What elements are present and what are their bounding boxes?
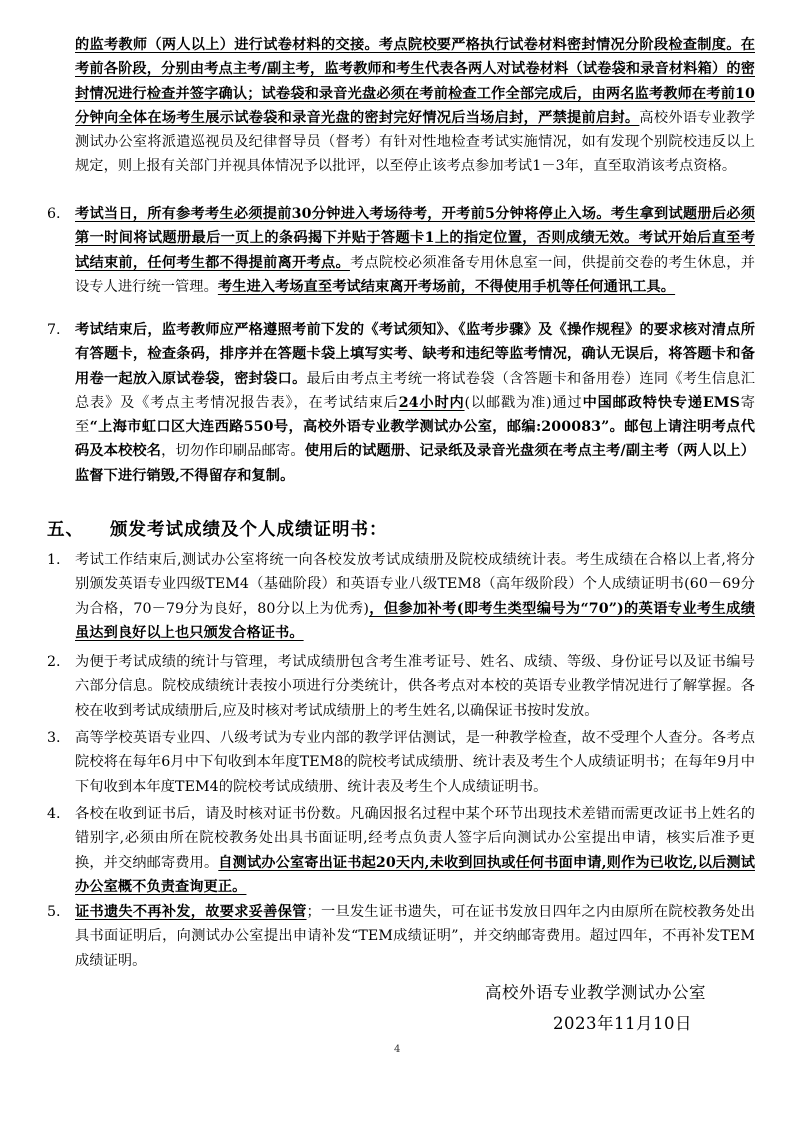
list-item-number: 6. bbox=[47, 206, 61, 222]
paragraph-text: 高校外语专业教学测试办公室将派遣巡视员及纪律督导员（督考）有针对性地检查考试实施情况，如有发现个别院校违反以上规定，则上报有关部门并视具体情况予以批评，以至停止该考点参加考试1－3年，直至取消该考点资格。 bbox=[75, 109, 755, 175]
bold-text: ，但参加补考(即考生类型编号为“70”)的英语专业考生成绩虽达到良好以上也只颁发合格证书。 bbox=[75, 600, 755, 641]
list-item-number: 1. bbox=[47, 552, 61, 568]
section-title: 颁发考试成绩及个人成绩证明书： bbox=[110, 520, 388, 540]
list-item-number: 2. bbox=[47, 654, 61, 670]
signature-date: 2023年11月10日 bbox=[553, 1014, 692, 1033]
bold-text: 使用后的试题册、记录纸及录音光盘须在考点主考/副主考（两人以上）监督下进行销毁,不得留存和复制。 bbox=[75, 443, 755, 484]
bold-text: 证书遗失不再补发，故要求妥善保管 bbox=[75, 904, 307, 920]
normal-text: ，切勿作印刷品邮寄。 bbox=[161, 443, 305, 460]
section-number: 五、 bbox=[47, 520, 84, 540]
normal-text: 寄至 bbox=[75, 394, 755, 436]
page-number: 4 bbox=[394, 1044, 401, 1055]
normal-text: 考点院校必须准备专用休息室一间，供提前交卷的考生休息，并设专人进行统一管理。 bbox=[75, 254, 755, 295]
normal-text: 为便于考试成绩的统计与管理，考试成绩册包含考生准考证号、姓名、成绩、等级、身份证号以及证书编号六部分信息。院校成绩统计表按小项进行分类统计，供各考点对本校的英语专业教学情况进行了解掌握。各校在收到考试成绩册后,应及时核对考试成绩册上的考生姓名,以确保证书按时发放。 bbox=[75, 654, 755, 719]
list-item-body bbox=[75, 650, 755, 723]
list-item-number: 3. bbox=[47, 730, 61, 746]
signature-office: 高校外语专业教学测试办公室 bbox=[485, 983, 706, 1002]
list-item-number: 4. bbox=[47, 806, 61, 822]
normal-text: (以邮戳为准)通过 bbox=[464, 394, 583, 411]
normal-text: 各校在收到证书后，请及时核对证书份数。凡确因报名过程中某个环节出现技术差错而需更改证书上姓名的错别字,必须由所在院校教务处出具书面证明,经考点负责人签字后向测试办公室提出申请，核实后准予更换，并交纳邮寄费用。 bbox=[75, 806, 755, 871]
list-item-number: 5. bbox=[47, 904, 61, 920]
list-item-body bbox=[75, 900, 755, 973]
bold-text: 考试当日，所有参考考生必须提前30分钟进入考场待考，开考前5分钟将停止入场。考生拿到试题册后必须第一时间将试题册最后一页上的条码揭下并贴于答题卡1上的指定位置，否则成绩无效。考试开始后直至考试结束前，任何考生都不得提前离开考点。 bbox=[75, 206, 755, 271]
bold-text: 自测试办公室寄出证书起20天内,未收到回执或任何书面申请,则作为已收讫,以后测试办公室概不负责查询更正。 bbox=[75, 854, 755, 895]
list-item-body bbox=[75, 726, 755, 799]
list-item-body bbox=[75, 318, 755, 488]
normal-text: ；一旦发生证书遗失，可在证书发放日四年之内由原所在院校教务处出具书面证明后，向测试办公室提出申请补发“TEM成绩证明”，并交纳邮寄费用。超过四年，不再补发TEM成绩证明。 bbox=[75, 904, 755, 969]
normal-text: 最后由考点主考统一将试卷袋（含答题卡和备用卷）连同《考生信息汇总表》及《考点主考情况报告表》，在考试结束后 bbox=[75, 370, 755, 411]
normal-text: 高等学校英语专业四、八级考试为专业内部的教学评估测试，是一种教学检查，故不受理个人查分。各考点院校将在每年6月中下旬收到本年度TEM8的院校考试成绩册、统计表及考生个人成绩证明书；在每年9月中下旬收到本年度TEM4的院校考试成绩册、统计表及考生个人成绩证明书。 bbox=[75, 730, 755, 795]
list-item-number: 7. bbox=[47, 322, 61, 338]
bold-text: 24小时内 bbox=[398, 394, 465, 411]
section-heading bbox=[47, 516, 388, 541]
list-item-body bbox=[75, 802, 755, 899]
normal-text: 考试工作结束后,测试办公室将统一向各校发放考试成绩册及院校成绩统计表。考生成绩在合格以上者,将分别颁发英语专业四级TEM4（基础阶段）和英语专业八级TEM8（高年级阶段）个人成绩证明书(60－69分为合格，70－79分为良好，80分以上为优秀) bbox=[75, 552, 755, 617]
bold-text: 考试结束后，监考教师应严格遵照考前下发的《考试须知》、《监考步骤》及《操作规程》的要求核对清点所有答题卡，检查条码，排序并在答题卡袋上填写实考、缺考和违纪等监考情况，确认无误后，将答题卡和备用卷一起放入原试卷袋，密封袋口。 bbox=[75, 322, 755, 387]
bold-text: “上海市虹口区大连西路550号，高校外语专业教学测试办公室，邮编:200083”。邮包上请注明考点代码及本校校名 bbox=[75, 419, 755, 460]
paragraph-bold-text: 的监考教师（两人以上）进行试卷材料的交接。考点院校要严格执行试卷材料密封情况分阶段检查制度。在考前各阶段，分别由考点主考/副主考，监考教师和考生代表各两人对试卷材料（试卷袋和录音材料箱）的密封情况进行检查并签字确认；试卷袋和录音光盘必须在考前检查工作全部完成后，由两名监考教师在考前10分钟向全体在场考生展示试卷袋和录音光盘的密封完好情况后当场启封，严禁提前启封。 bbox=[75, 37, 755, 126]
list-item-body bbox=[75, 548, 755, 645]
continuation-paragraph bbox=[75, 33, 755, 179]
bold-text: 中国邮政特快专递EMS bbox=[582, 394, 740, 411]
bold-text: 考生进入考场直至考试结束离开考场前，不得使用手机等任何通讯工具。 bbox=[217, 278, 676, 295]
list-item-body bbox=[75, 202, 755, 299]
